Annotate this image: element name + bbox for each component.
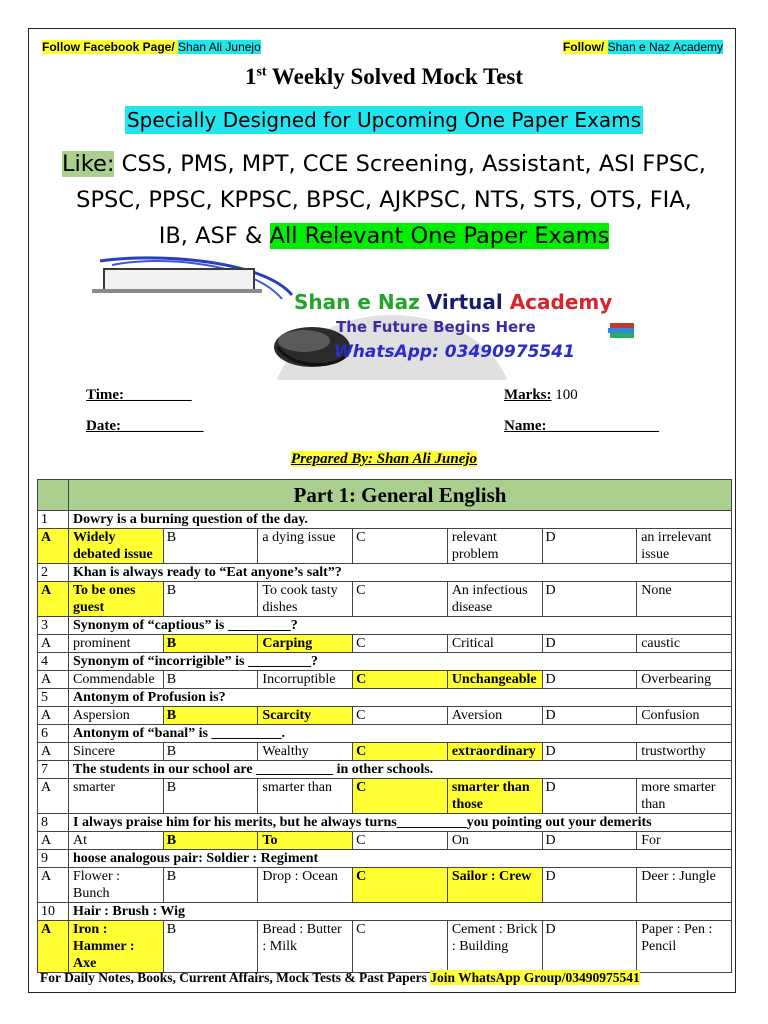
option-text: Commendable xyxy=(69,671,164,689)
question-text: The students in our school are ___________ in other schools. xyxy=(69,761,732,779)
option-letter: D xyxy=(542,529,637,564)
option-text: Bread : Butter : Milk xyxy=(258,921,353,973)
option-text: Aspersion xyxy=(69,707,164,725)
options-row xyxy=(38,707,732,725)
book-icon xyxy=(92,269,262,293)
option-letter: C xyxy=(353,707,448,725)
option-letter: A xyxy=(38,635,69,653)
question-number: 1 xyxy=(38,511,69,529)
options-row xyxy=(38,868,732,903)
option-letter: D xyxy=(542,582,637,617)
options-row xyxy=(38,635,732,653)
question-number: 3 xyxy=(38,617,69,635)
question-row xyxy=(38,564,732,582)
option-letter: C xyxy=(353,671,448,689)
follow-academy-label: Follow/ xyxy=(562,40,608,54)
option-letter: B xyxy=(163,779,258,814)
logo-academy-name: Shan e Naz Virtual Academy xyxy=(294,290,613,314)
option-text: more smarter than xyxy=(637,779,732,814)
option-text: For xyxy=(637,832,732,850)
option-text: smarter than xyxy=(258,779,353,814)
question-row xyxy=(38,903,732,921)
question-row xyxy=(38,511,732,529)
option-text: trustworthy xyxy=(637,743,732,761)
option-text: Critical xyxy=(447,635,542,653)
footer xyxy=(40,970,640,986)
follow-facebook xyxy=(42,40,261,54)
exam-list xyxy=(60,146,708,254)
logo-whatsapp: WhatsApp: 03490975541 xyxy=(334,342,575,362)
correct-answer: To be ones guest xyxy=(69,582,164,617)
correct-answer: smarter than those xyxy=(447,779,542,814)
date-field: Date:___________ xyxy=(86,418,204,434)
question-text: Dowry is a burning question of the day. xyxy=(69,511,732,529)
part-title: Part 1: General English xyxy=(293,482,507,507)
question-text: Khan is always ready to “Eat anyone’s salt”? xyxy=(69,564,732,582)
options-row xyxy=(38,779,732,814)
option-text: a dying issue xyxy=(258,529,353,564)
option-letter: B xyxy=(163,582,258,617)
option-letter: D xyxy=(542,921,637,973)
options-row xyxy=(38,743,732,761)
option-letter: A xyxy=(38,582,69,617)
question-number: 6 xyxy=(38,725,69,743)
question-text: Antonym of Profusion is? xyxy=(69,689,732,707)
logo-tagline: The Future Begins Here xyxy=(336,318,536,336)
option-letter: D xyxy=(542,743,637,761)
option-letter: D xyxy=(542,671,637,689)
mcq-table xyxy=(37,479,732,973)
options-row xyxy=(38,921,732,973)
option-letter: B xyxy=(163,921,258,973)
option-text: Cement : Brick : Building xyxy=(447,921,542,973)
question-text: Synonym of “captious” is _________? xyxy=(69,617,732,635)
option-letter: B xyxy=(163,743,258,761)
option-text: Wealthy xyxy=(258,743,353,761)
option-letter: B xyxy=(163,529,258,564)
option-letter: A xyxy=(38,743,69,761)
option-letter: B xyxy=(163,671,258,689)
option-text: prominent xyxy=(69,635,164,653)
correct-answer: Iron : Hammer : Axe xyxy=(69,921,164,973)
option-letter: D xyxy=(542,707,637,725)
options-row xyxy=(38,671,732,689)
footer-text: For Daily Notes, Books, Current Affairs, Mock Tests & Past Papers xyxy=(40,970,431,985)
option-text: An infectious disease xyxy=(447,582,542,617)
time-field: Time:_________ xyxy=(86,387,192,403)
option-text: To cook tasty dishes xyxy=(258,582,353,617)
title-number: 1 xyxy=(244,64,257,89)
correct-answer: Widely debated issue xyxy=(69,529,164,564)
option-letter: C xyxy=(353,529,448,564)
exam-list-relevant: All Relevant One Paper Exams xyxy=(269,223,610,249)
option-text: None xyxy=(637,582,732,617)
option-text: Confusion xyxy=(637,707,732,725)
options-row xyxy=(38,529,732,564)
option-letter: C xyxy=(353,582,448,617)
option-text: Paper : Pen : Pencil xyxy=(637,921,732,973)
option-text: Incorruptible xyxy=(258,671,353,689)
option-letter: C xyxy=(353,779,448,814)
option-letter: B xyxy=(163,635,258,653)
question-text: I always praise him for his merits, but he always turns__________you pointing out your demerits xyxy=(69,814,732,832)
question-number: 2 xyxy=(38,564,69,582)
option-letter: A xyxy=(38,707,69,725)
question-text: Synonym of “incorrigible” is _________? xyxy=(69,653,732,671)
follow-facebook-label: Follow Facebook Page/ xyxy=(42,40,179,54)
correct-answer: Carping xyxy=(258,635,353,653)
option-letter: B xyxy=(163,707,258,725)
options-row xyxy=(38,832,732,850)
exam-list-like: Like: xyxy=(62,151,115,177)
question-number: 10 xyxy=(38,903,69,921)
footer-whatsapp-group[interactable]: Join WhatsApp Group/03490975541 xyxy=(430,970,640,985)
option-letter: C xyxy=(353,921,448,973)
name-field: Name:_______________ xyxy=(504,418,659,434)
books-stack-icon xyxy=(608,323,634,338)
option-letter: C xyxy=(353,832,448,850)
prepared-by: Prepared By: Shan Ali Junejo xyxy=(290,451,478,467)
option-text: Flower : Bunch xyxy=(69,868,164,903)
option-letter: A xyxy=(38,921,69,973)
question-number: 9 xyxy=(38,850,69,868)
option-letter: D xyxy=(542,832,637,850)
question-text: hoose analogous pair: Soldier : Regiment xyxy=(69,850,732,868)
correct-answer: Unchangeable xyxy=(447,671,542,689)
follow-facebook-link[interactable]: Shan Ali Junejo xyxy=(178,40,261,54)
question-row xyxy=(38,725,732,743)
option-letter: C xyxy=(353,868,448,903)
option-letter: A xyxy=(38,779,69,814)
option-text: relevant problem xyxy=(447,529,542,564)
option-letter: A xyxy=(38,671,69,689)
correct-answer: To xyxy=(258,832,353,850)
option-text: caustic xyxy=(637,635,732,653)
option-text: At xyxy=(69,832,164,850)
option-text: an irrelevant issue xyxy=(637,529,732,564)
option-text: smarter xyxy=(69,779,164,814)
correct-answer: extraordinary xyxy=(447,743,542,761)
option-letter: D xyxy=(542,779,637,814)
option-letter: B xyxy=(163,832,258,850)
question-text: Antonym of “banal” is __________. xyxy=(69,725,732,743)
option-letter: D xyxy=(542,868,637,903)
question-row xyxy=(38,617,732,635)
option-letter: A xyxy=(38,868,69,903)
page-title xyxy=(0,64,768,90)
title-text: Weekly Solved Mock Test xyxy=(266,64,524,89)
option-letter: D xyxy=(542,635,637,653)
option-letter: B xyxy=(163,868,258,903)
correct-answer: Scarcity xyxy=(258,707,353,725)
question-row xyxy=(38,850,732,868)
question-number: 8 xyxy=(38,814,69,832)
question-text: Hair : Brush : Wig xyxy=(69,903,732,921)
correct-answer: Sailor : Crew xyxy=(447,868,542,903)
option-text: Aversion xyxy=(447,707,542,725)
option-text: Deer : Jungle xyxy=(637,868,732,903)
option-text: Overbearing xyxy=(637,671,732,689)
subtitle: Specially Designed for Upcoming One Paper Exams xyxy=(126,108,642,132)
question-number: 4 xyxy=(38,653,69,671)
question-number: 5 xyxy=(38,689,69,707)
question-row xyxy=(38,761,732,779)
option-letter: A xyxy=(38,832,69,850)
exam-list-names: CSS, PMS, MPT, CCE Screening, Assistant, ASI FPSC, SPSC, PPSC, KPPSC, BPSC, AJKPSC, NTS, STS, OTS, FIA, IB, ASF & xyxy=(76,151,706,249)
part-header-row xyxy=(38,480,732,511)
question-row xyxy=(38,814,732,832)
follow-academy xyxy=(563,40,723,54)
option-text: Sincere xyxy=(69,743,164,761)
option-letter: C xyxy=(353,743,448,761)
option-text: Drop : Ocean xyxy=(258,868,353,903)
question-number: 7 xyxy=(38,761,69,779)
marks-field: Marks: 100 xyxy=(504,387,578,403)
option-letter: C xyxy=(353,635,448,653)
option-letter: A xyxy=(38,529,69,564)
question-row xyxy=(38,689,732,707)
option-text: On xyxy=(447,832,542,850)
follow-academy-link[interactable]: Shan e Naz Academy xyxy=(607,40,723,54)
options-row xyxy=(38,582,732,617)
title-superscript: st xyxy=(256,64,267,80)
question-row xyxy=(38,653,732,671)
